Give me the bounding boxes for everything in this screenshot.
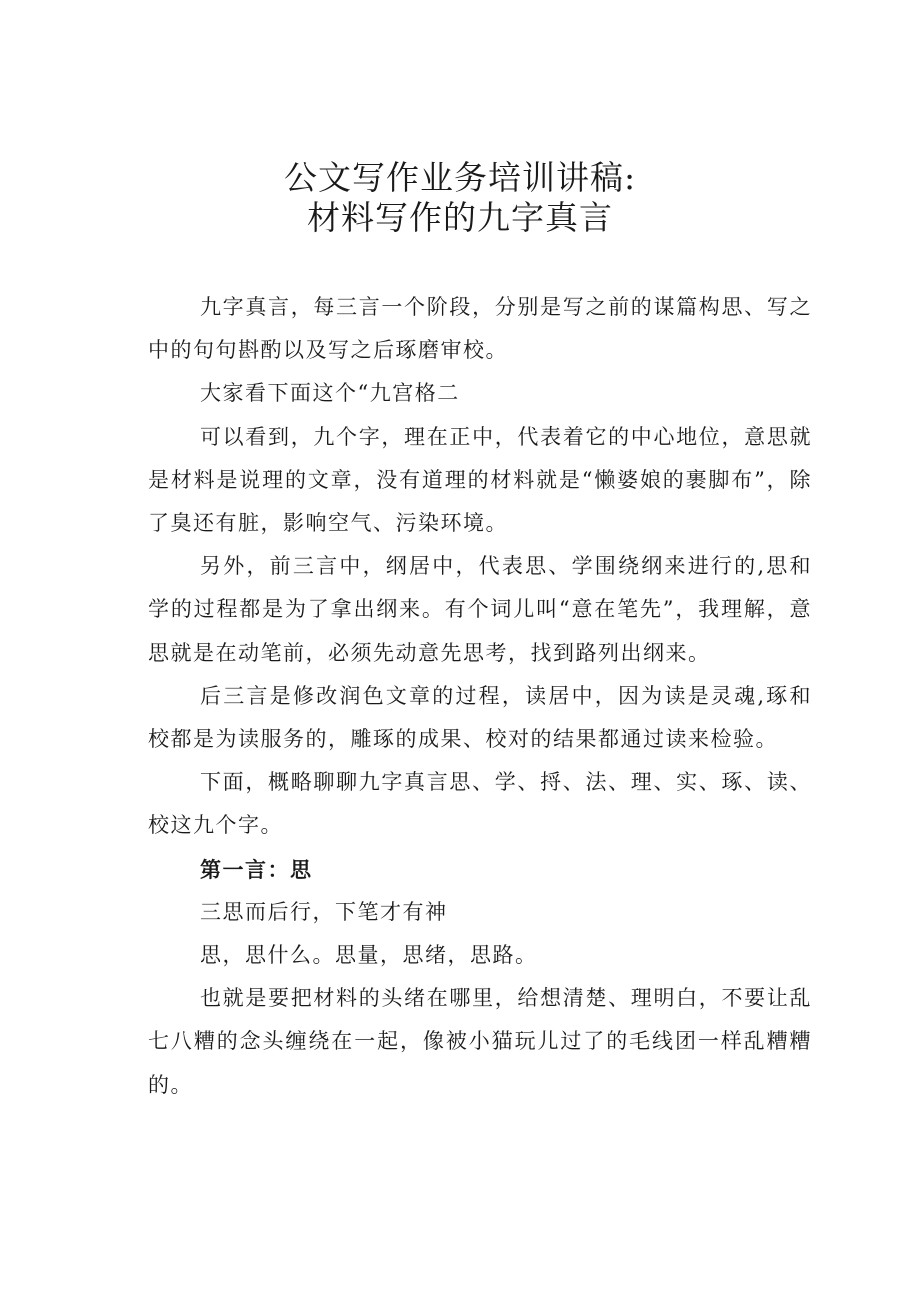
- paragraph: 可以看到，九个字，理在正中，代表着它的中心地位，意思就是材料是说理的文章，没有道理的材料就是“懒婆娘的裹脚布”，除了臭还有脏，影响空气、污染环境。: [148, 424, 812, 536]
- paragraph: 三思而后行，下笔才有神: [200, 899, 448, 924]
- title-line-2: 材料写作的九字真言: [307, 198, 613, 237]
- document-title: [0, 158, 920, 238]
- paragraph: 九字真言，每三言一个阶段，分别是写之前的谋篇构思、写之中的句句斟酌以及写之后琢磨审校。: [148, 295, 812, 363]
- paragraph: 也就是要把材料的头绪在哪里，给想清楚、理明白，不要让乱七八糟的念头缠绕在一起，像被小猫玩儿过了的毛线团一样乱糟糟的。: [148, 986, 812, 1097]
- paragraph: 思，思什么。思量，思绪，思路。: [200, 943, 538, 968]
- title-line-1: 公文写作业务培训讲稿:: [283, 158, 637, 197]
- document-body: [148, 286, 812, 1107]
- paragraph: 后三言是修改润色文章的过程，读居中，因为读是灵魂,琢和校都是为读服务的，雕琢的成果、校对的结果都通过读来检验。: [148, 683, 812, 752]
- paragraph: 另外，前三言中，纲居中，代表思、学围绕纲来进行的,思和学的过程都是为了拿出纲来。有个词儿叫“意在笔先”，我理解，意思就是在动笔前，必须先动意先思考，找到路列出纲来。: [148, 554, 812, 665]
- paragraph: 下面，概略聊聊九字真言思、学、捋、法、理、实、琢、读、校这九个字。: [148, 770, 812, 838]
- section-heading: 第一言：思: [200, 856, 313, 882]
- paragraph: 大家看下面这个“九宫格二: [200, 381, 460, 406]
